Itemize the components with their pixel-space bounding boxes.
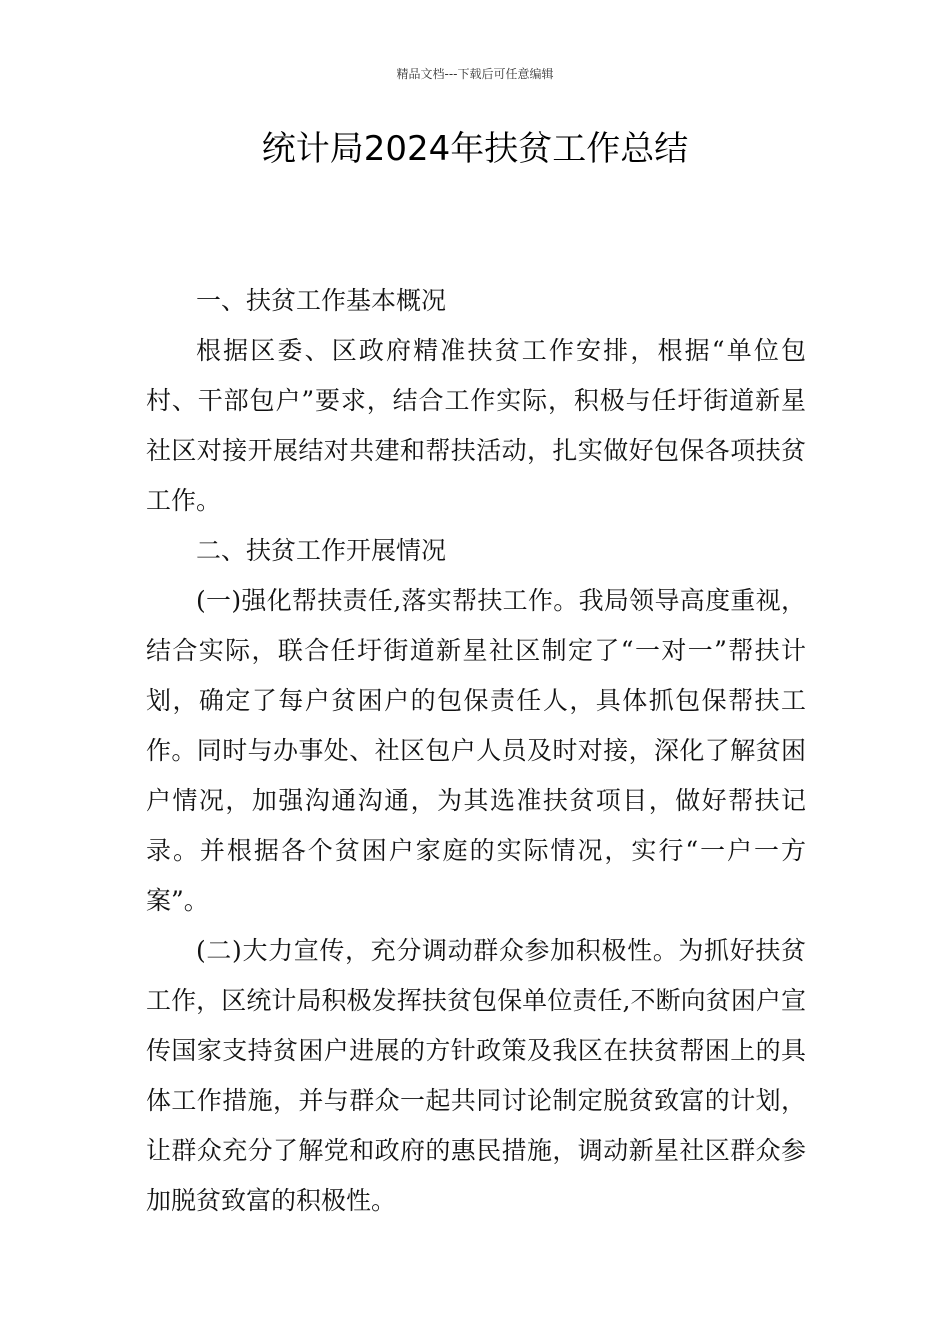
paragraph-responsibility: (一)强化帮扶责任,落实帮扶工作。我局领导高度重视，结合实际，联合任圩街道新星社区制定了“一对一”帮扶计划，确定了每户贫困户的包保责任人，具体抓包保帮扶工作。同时与办事处、社区包户人员及时对接，深化了解贫困户情况，加强沟通沟通，为其选准扶贫项目，做好帮扶记录。并根据各个贫困户家庭的实际情况，实行“一户一方案”。: [146, 586, 806, 915]
section-heading-progress: 二、扶贫工作开展情况: [196, 536, 447, 565]
paragraph-publicity: (二)大力宣传，充分调动群众参加积极性。为抓好扶贫工作，区统计局积极发挥扶贫包保单位责任,不断向贫困户宣传国家支持贫困户进展的方针政策及我区在扶贫帮困上的具体工作措施，并与群众一起共同讨论制定脱贫致富的计划，让群众充分了解党和政府的惠民措施，调动新星社区群众参加脱贫致富的积极性。: [146, 936, 806, 1215]
document-body: [146, 276, 806, 1226]
section-heading-overview: 一、扶贫工作基本概况: [196, 286, 447, 315]
document-title: 统计局2024年扶贫工作总结: [261, 129, 689, 169]
paragraph-overview: 根据区委、区政府精准扶贫工作安排，根据“单位包村、干部包户”要求，结合工作实际，积极与任圩街道新星社区对接开展结对共建和帮扶活动，扎实做好包保各项扶贫工作。: [146, 336, 806, 515]
header-note: 精品文档---下载后可任意编辑: [396, 67, 554, 81]
